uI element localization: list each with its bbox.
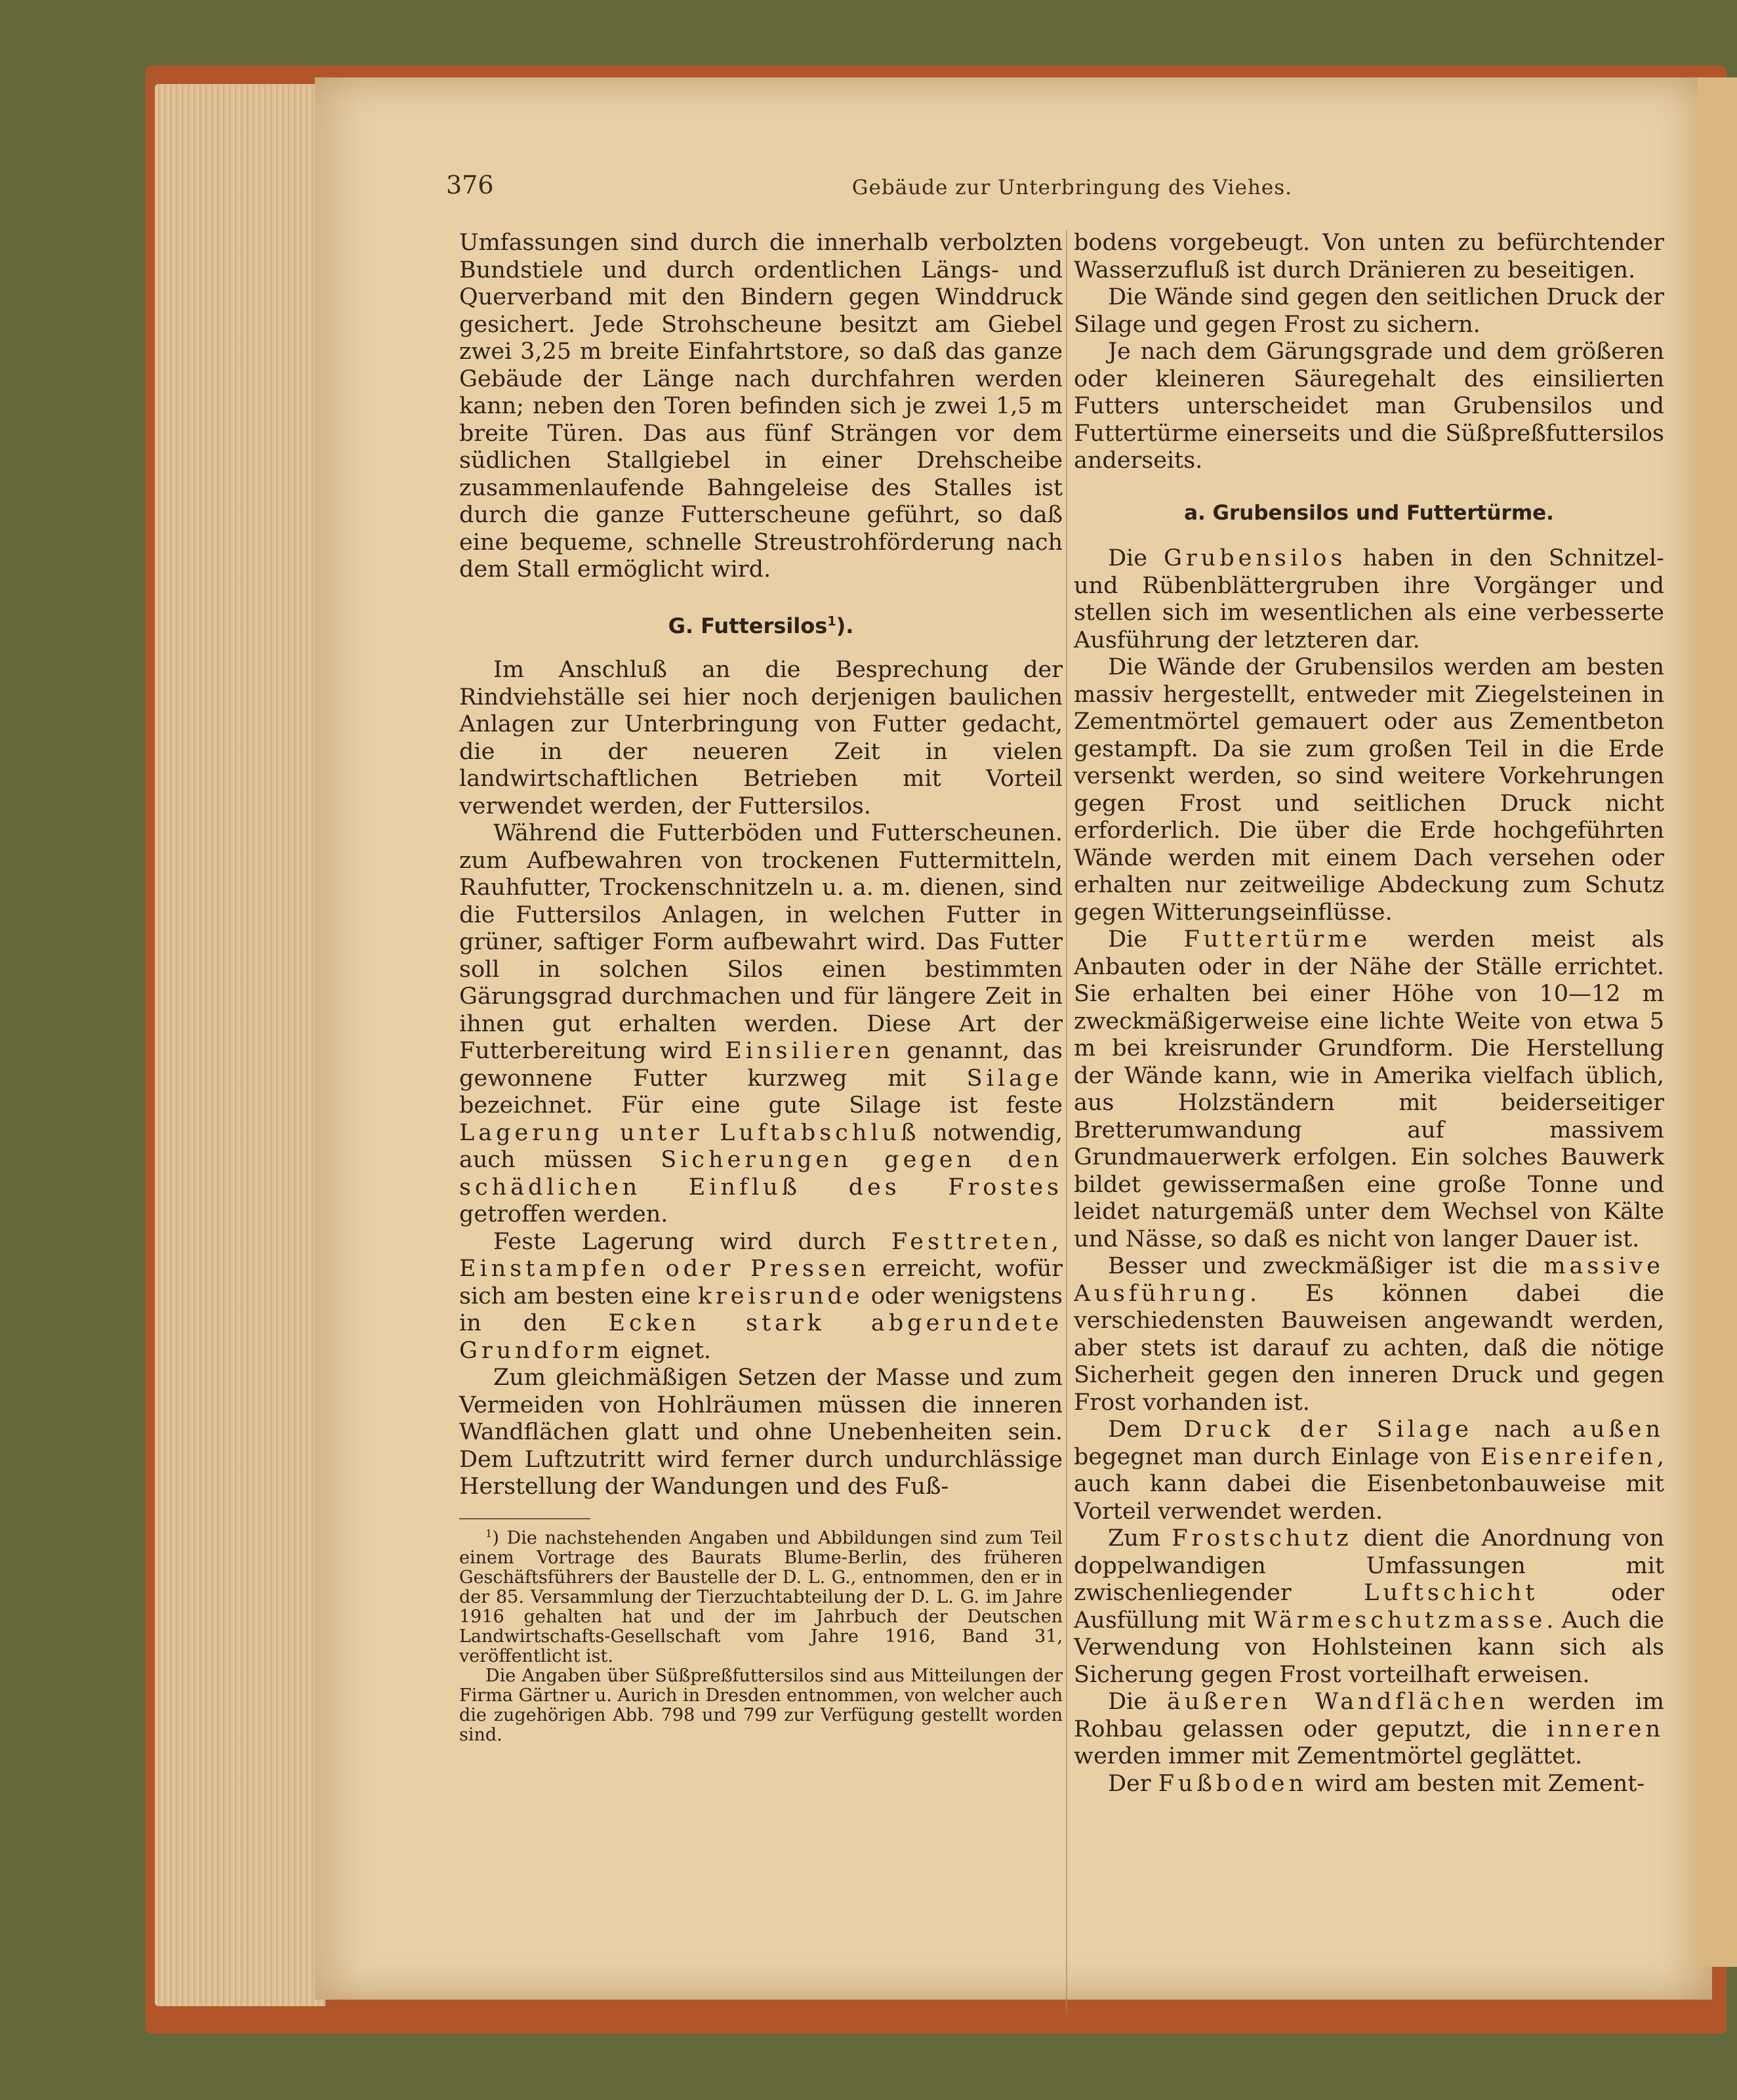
paragraph: Zum gleichmäßigen Setzen der Masse und zum Vermeiden von Hohlräumen müssen die inneren Wandflächen glatt und ohne Unebenheiten sein. Dem Luftzutritt wird ferner durch undurchlässige Herstellung der Wandungen und des Fuß- (459, 1365, 1063, 1500)
paragraph: Die Grubensilos haben in den Schnitzel- und Rübenblättergruben ihre Vorgänger und stellen sich im wesentlichen als eine verbesserte Ausführung der letzteren dar. (1074, 545, 1665, 653)
page-edges (155, 84, 325, 2006)
left-column (459, 230, 1063, 1745)
paragraph: Je nach dem Gärungsgrade und dem größeren oder kleineren Säuregehalt des einsilierten Futters unterscheidet man Grubensilos und Futtertürme einerseits und die Süßpreßfuttersilos anderseits. (1074, 339, 1664, 474)
paragraph: Dem Druck der Silage nach außen begegnet man durch Einlage von Eisenreifen, auch kann dabei die Eisenbetonbauweise mit Vorteil verwendet werden. (1074, 1416, 1664, 1525)
paragraph: Während die Futterböden und Futterscheunen. zum Aufbewahren von trockenen Futtermitteln, Rauhfutter, Trockenschnitzeln u. a. m. dienen, sind die Futtersilos Anlagen, in welchen Futter in grüner, saftiger Form aufbewahrt wird. Das Futter soll in solchen Silos einen bestimmten Gärungsgrad durchmachen und für längere Zeit in ihnen gut erhalten werden. Diese Art der Futterbereitung wird Einsilieren genannt, das gewonnene Futter kurzweg mit Silage bezeichnet. Für eine gute Silage ist feste Lagerung unter Luftabschluß notwendig, auch müssen Sicherungen gegen den schädlichen Einfluß des Frostes getroffen werden. (459, 820, 1063, 1227)
footnote-divider (459, 1518, 590, 1519)
section-heading: G. Futtersilos$^1$). (668, 613, 854, 638)
paragraph: Die Wände sind gegen den seitlichen Druck der Silage und gegen Frost zu sichern. (1074, 284, 1664, 338)
paragraph: bodens vorgebeugt. Von unten zu befürchtender Wasserzufluß ist durch Dränieren zu beseitigen. (1074, 230, 1664, 283)
subsection-heading: a. Grubensilos und Futtertürme. (1184, 501, 1554, 525)
paragraph: Die Wände der Grubensilos werden am besten massiv hergestellt, entweder mit Ziegelsteinen in Zementmörtel gemauert oder aus Zementbeton gestampft. Da sie zum großen Teil in die Erde versenkt werden, so sind weitere Vorkehrungen gegen Frost und seitlichen Druck nicht erforderlich. Die über die Erde hochgeführten Wände werden mit einem Dach versehen oder erhalten nur zeitweilige Abdeckung zum Schutz gegen Witterungseinflüsse. (1074, 654, 1664, 926)
page-number: 376 (446, 171, 494, 199)
paragraph: Feste Lagerung wird durch Festtreten, Einstampfen oder Pressen erreicht, wofür sich am besten eine kreisrunde oder wenigstens in den Ecken stark abgerundete Grundform eignet. (459, 1228, 1063, 1364)
paragraph: Der Fußboden wird am besten mit Zement- (1108, 1770, 1645, 1797)
right-column (1074, 230, 1664, 1798)
column-divider (1066, 230, 1067, 2014)
paragraph: Die Futtertürme werden meist als Anbauten oder in der Nähe der Ställe errichtet. Sie erhalten bei einer Höhe von 10—12 m zweckmäßigerweise eine lichte Weite von etwa 5 m bei kreisrunder Grundform. Die Herstellung der Wände kann, wie in Amerika vielfach üblich, aus Holzständern mit beiderseitiger Bretterumwandung auf massivem Grundmauerwerk erfolgen. Ein solches Bauwerk bildet gewissermaßen eine große Tonne und leidet naturgemäß unter dem Wechsel von Kälte und Nässe, so daß es nicht von langer Dauer ist. (1074, 926, 1664, 1252)
footnote: $^1$) Die nachstehenden Angaben und Abbildungen sind zum Teil einem Vortrage des Baurats Blume-Berlin, des früheren Geschäftsführers der Baustelle der D. L. G., entnommen, den er in der 85. Versammlung der Tierzuchtabteilung der D. L. G. im Jahre 1916 gehalten hat und der im Jahrbuch der Deutschen Landwirtschafts-Gesellschaft vom Jahre 1916, Band 31, veröffentlicht ist. Die Angaben über Süßpreßfuttersilos sind aus Mitteilungen der Firma Gärtner u. Aurich in Dresden entnommen, von welcher auch die zugehörigen Abb. 798 und 799 zur Verfügung gestellt worden sind. (459, 1527, 1063, 1745)
paragraph: Im Anschluß an die Besprechung der Rindviehställe sei hier noch derjenigen baulichen Anlagen zur Unterbringung von Futter gedacht, die in der neueren Zeit in vielen landwirtschaftlichen Betrieben mit Vorteil verwendet werden, der Futtersilos. (459, 657, 1063, 819)
next-page-edge (1698, 77, 1737, 1967)
paragraph: Besser und zweckmäßiger ist die massive Ausführung. Es können dabei die verschiedensten Bauweisen angewandt werden, aber stets ist darauf zu achten, daß die nötige Sicherheit gegen den inneren Druck und gegen Frost vorhanden ist. (1074, 1253, 1664, 1416)
running-title: Gebäude zur Unterbringung des Viehes. (851, 176, 1292, 199)
paragraph: Umfassungen sind durch die innerhalb verbolzten Bundstiele und durch ordentlichen Längs- und Querverband mit den Bindern gegen Winddruck gesichert. Jede Strohscheune besitzt am Giebel zwei 3,25 m breite Einfahrtstore, so daß das ganze Gebäude der Länge nach durchfahren werden kann; neben den Toren befinden sich je zwei 1,5 m breite Türen. Das aus fünf Strängen vor dem südlichen Stallgiebel in einer Drehscheibe zusammenlaufende Bahngeleise des Stalles ist durch die ganze Futterscheune geführt, so daß eine bequeme, schnelle Streustrohförderung nach dem Stall ermöglicht wird. (459, 230, 1063, 583)
running-head (446, 171, 1292, 210)
paragraph: Die äußeren Wandflächen werden im Rohbau gelassen oder geputzt, die inneren werden immer mit Zementmörtel geglättet. (1074, 1689, 1664, 1769)
paragraph: Zum Frostschutz dient die Anordnung von doppelwandigen Umfassungen mit zwischenliegender Luftschicht oder Ausfüllung mit Wärmeschutzmasse. Auch die Verwendung von Hohlsteinen kann sich als Sicherung gegen Frost vorteilhaft erweisen. (1074, 1525, 1665, 1688)
